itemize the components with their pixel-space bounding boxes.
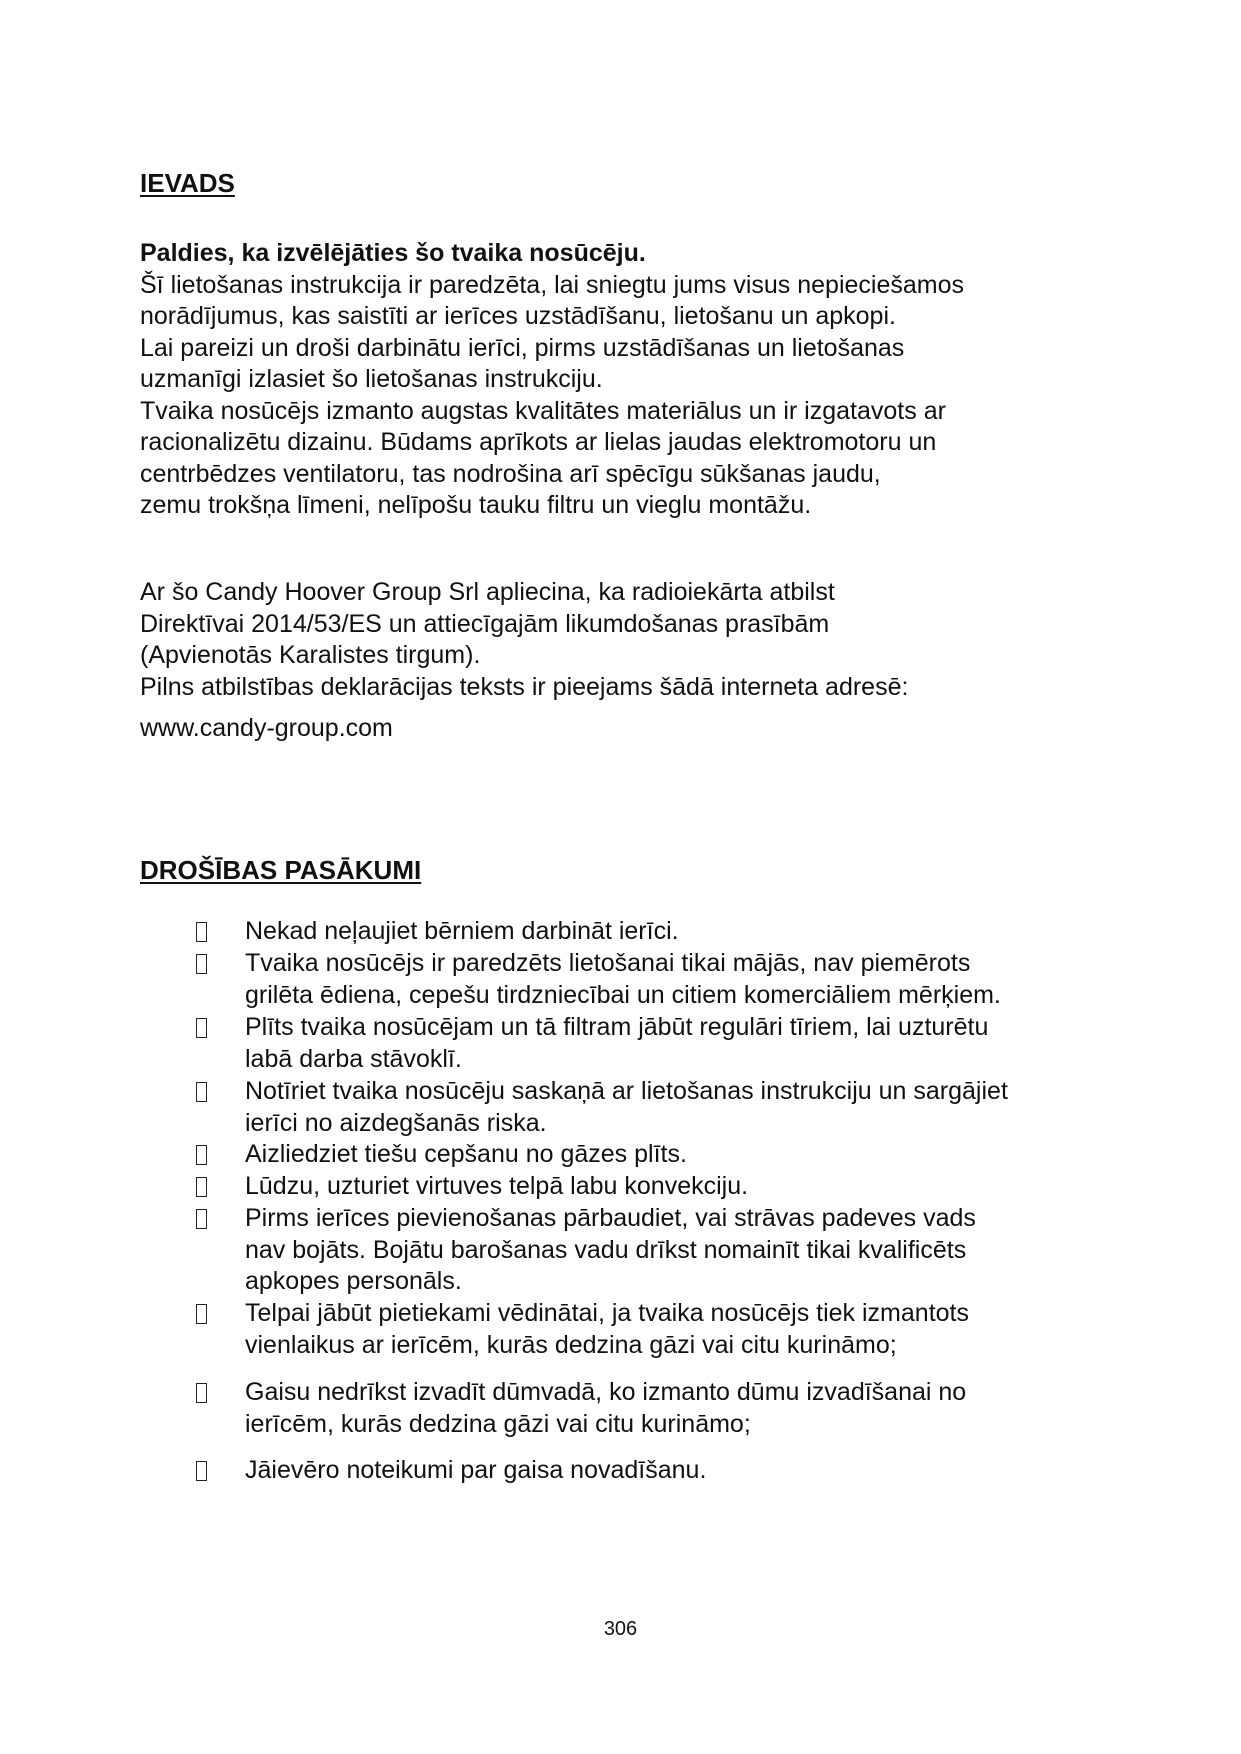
safety-item-line: Lūdzu, uzturiet virtuves telpā labu konvekciju. bbox=[245, 1172, 749, 1200]
declaration-line: (Apvienotās Karalistes tirgum). bbox=[140, 641, 481, 669]
safety-item-line: nav bojāts. Bojātu barošanas vadu drīkst nomainīt tikai kvalificēts bbox=[245, 1235, 967, 1264]
safety-item-line: labā darba stāvoklī. bbox=[245, 1044, 462, 1073]
intro-line: zemu trokšņa līmeni, nelīpošu tauku filtru un vieglu montāžu. bbox=[140, 491, 812, 519]
intro-line: Šī lietošanas instrukcija ir paredzēta, lai sniegtu jums visus nepieciešamos bbox=[140, 270, 964, 299]
intro-thanks: Paldies, ka izvēlējāties šo tvaika nosūcēju. bbox=[140, 239, 646, 267]
safety-item-line: ierīci no aizdegšanās riska. bbox=[245, 1108, 547, 1137]
safety-item-line: Nekad neļaujiet bērniem darbināt ierīci. bbox=[245, 917, 679, 945]
safety-item-line: Gaisu nedrīkst izvadīt dūmvadā, ko izmanto dūmu izvadīšanai no bbox=[245, 1378, 967, 1406]
declaration-line: Direktīvai 2014/53/ES un attiecīgajām likumdošanas prasībām bbox=[140, 609, 830, 638]
intro-line: racionalizētu dizainu. Būdams aprīkots ar lielas jaudas elektromotoru un bbox=[140, 428, 937, 456]
page-number: 306 bbox=[603, 1618, 638, 1640]
safety-item-line: ierīcēm, kurās dedzina gāzi vai citu kurināmo; bbox=[245, 1409, 751, 1438]
safety-item-line: Notīriet tvaika nosūcēju saskaņā ar lietošanas instrukciju un sargājiet bbox=[245, 1077, 1008, 1105]
safety-item-line: vienlaikus ar ierīcēm, kurās dedzina gāzi vai citu kurināmo; bbox=[245, 1330, 897, 1359]
bullet-box-icon bbox=[196, 1082, 207, 1102]
bullet-box-icon bbox=[196, 954, 207, 974]
bullet-box-icon bbox=[196, 1461, 207, 1481]
safety-item-line: Pirms ierīces pievienošanas pārbaudiet, vai strāvas padeves vads bbox=[245, 1204, 976, 1232]
bullet-box-icon bbox=[196, 1145, 207, 1165]
safety-item-line: Plīts tvaika nosūcējam un tā filtram jābūt regulāri tīriem, lai uzturētu bbox=[245, 1013, 989, 1041]
safety-item-line: apkopes personāls. bbox=[245, 1267, 462, 1295]
bullet-box-icon bbox=[196, 1018, 207, 1038]
intro-line: Lai pareizi un droši darbinātu ierīci, pirms uzstādīšanas un lietošanas bbox=[140, 333, 905, 362]
safety-item-line: Telpai jābūt pietiekami vēdinātai, ja tvaika nosūcējs tiek izmantots bbox=[245, 1299, 969, 1327]
bullet-box-icon bbox=[196, 922, 207, 942]
intro-heading: IEVADS bbox=[140, 168, 235, 198]
intro-line: uzmanīgi izlasiet šo lietošanas instrukciju. bbox=[140, 365, 603, 393]
declaration-line: Ar šo Candy Hoover Group Srl apliecina, ka radioiekārta atbilst bbox=[140, 578, 835, 606]
safety-item-line: Jāievēro noteikumi par gaisa novadīšanu. bbox=[245, 1456, 707, 1484]
bullet-box-icon bbox=[196, 1383, 207, 1403]
declaration-website: www.candy-group.com bbox=[140, 714, 393, 742]
safety-item-line: grilēta ēdiena, cepešu tirdzniecībai un citiem komerciāliem mērķiem. bbox=[245, 980, 1001, 1009]
safety-heading: DROŠĪBAS PASĀKUMI bbox=[140, 855, 422, 885]
safety-item-line: Tvaika nosūcējs ir paredzēts lietošanai tikai mājās, nav piemērots bbox=[245, 949, 971, 977]
intro-line: Tvaika nosūcējs izmanto augstas kvalitātes materiālus un ir izgatavots ar bbox=[140, 396, 946, 425]
intro-line: centrbēdzes ventilatoru, tas nodrošina arī spēcīgu sūkšanas jaudu, bbox=[140, 459, 881, 488]
safety-item-line: Aizliedziet tiešu cepšanu no gāzes plīts. bbox=[245, 1140, 687, 1168]
bullet-box-icon bbox=[196, 1209, 207, 1229]
declaration-line: Pilns atbilstības deklarācijas teksts ir pieejams šādā interneta adresē: bbox=[140, 672, 909, 701]
bullet-box-icon bbox=[196, 1304, 207, 1324]
bullet-box-icon bbox=[196, 1177, 207, 1197]
intro-line: norādījumus, kas saistīti ar ierīces uzstādīšanu, lietošanu un apkopi. bbox=[140, 302, 896, 330]
